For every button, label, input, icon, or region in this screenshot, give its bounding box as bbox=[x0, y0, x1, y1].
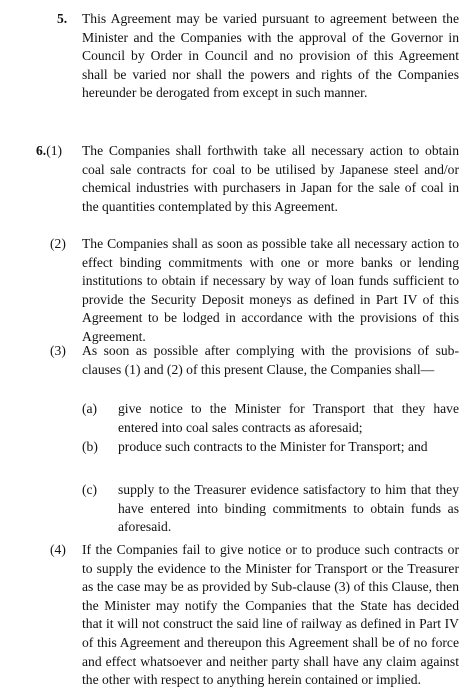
clause-6-3-b-label: (b) bbox=[82, 439, 98, 454]
clause-6-2-text: The Companies shall as soon as possible take all necessary action to effect binding commitments with one or more banks or lending institutions to obtain if necessary by way of loan funds sufficient to provide the Security Deposit moneys as defined in Part IV of this Agreement to be lodged in accordance with the provisions of this Agreement. bbox=[82, 236, 459, 344]
clause-6-3-b-text: produce such contracts to the Minister for Transport; and bbox=[118, 439, 428, 454]
clause-6-3-c-text: supply to the Treasurer evidence satisfactory to him that they have entered into binding commitments to obtain funds as aforesaid. bbox=[118, 482, 459, 535]
clause-6-4-label: (4) bbox=[50, 542, 66, 557]
clause-6-number: 6. bbox=[36, 143, 47, 158]
clause-6-1-label: (1) bbox=[46, 143, 63, 158]
clause-6-3-c-label: (c) bbox=[82, 482, 98, 497]
clause-6-3-a-text: give notice to the Minister for Transport that they have entered into coal sales contracts as aforesaid; bbox=[118, 401, 459, 435]
clause-6-3-text: As soon as possible after complying with the provisions of sub-clauses (1) and (2) of this present Clause, the Companies shall— bbox=[82, 343, 459, 377]
clause-6-3-label: (3) bbox=[50, 343, 66, 358]
clause-6-1-number bbox=[36, 142, 62, 161]
clause-6-1-text: The Companies shall forthwith take all necessary action to obtain coal sale contracts for coal to be utilised by Japanese steel and/or chemical industries with purchasers in Japan for the sale of coal in the quantities contemplated by this Agreement. bbox=[82, 143, 459, 214]
clause-6-3-a-label: (a) bbox=[82, 401, 98, 416]
clause-5-number: 5. bbox=[57, 11, 68, 26]
clause-6-2-label: (2) bbox=[50, 236, 66, 251]
clause-6-4-text: If the Companies fail to give notice or to produce such contracts or to supply the evidence to the Minister for Transport or the Treasurer as the case may be as provided by Sub-clause (3) of this Clause, then the Minister may notify the Companies that the State has decided that it will not construct the said line of railway as defined in Part IV of this Agreement and thereupon this Agreement shall be of no force and effect whatsoever and neither party shall have any claim against the other with respect to anything herein contained or implied. bbox=[82, 542, 459, 688]
clause-5-text: This Agreement may be varied pursuant to agreement between the Minister and the Companies with the approval of the Governor in Council by Order in Council and no provision of this Agreement shall be varied nor shall the powers and rights of the Companies hereunder be derogated from except in such manner. bbox=[82, 11, 459, 101]
